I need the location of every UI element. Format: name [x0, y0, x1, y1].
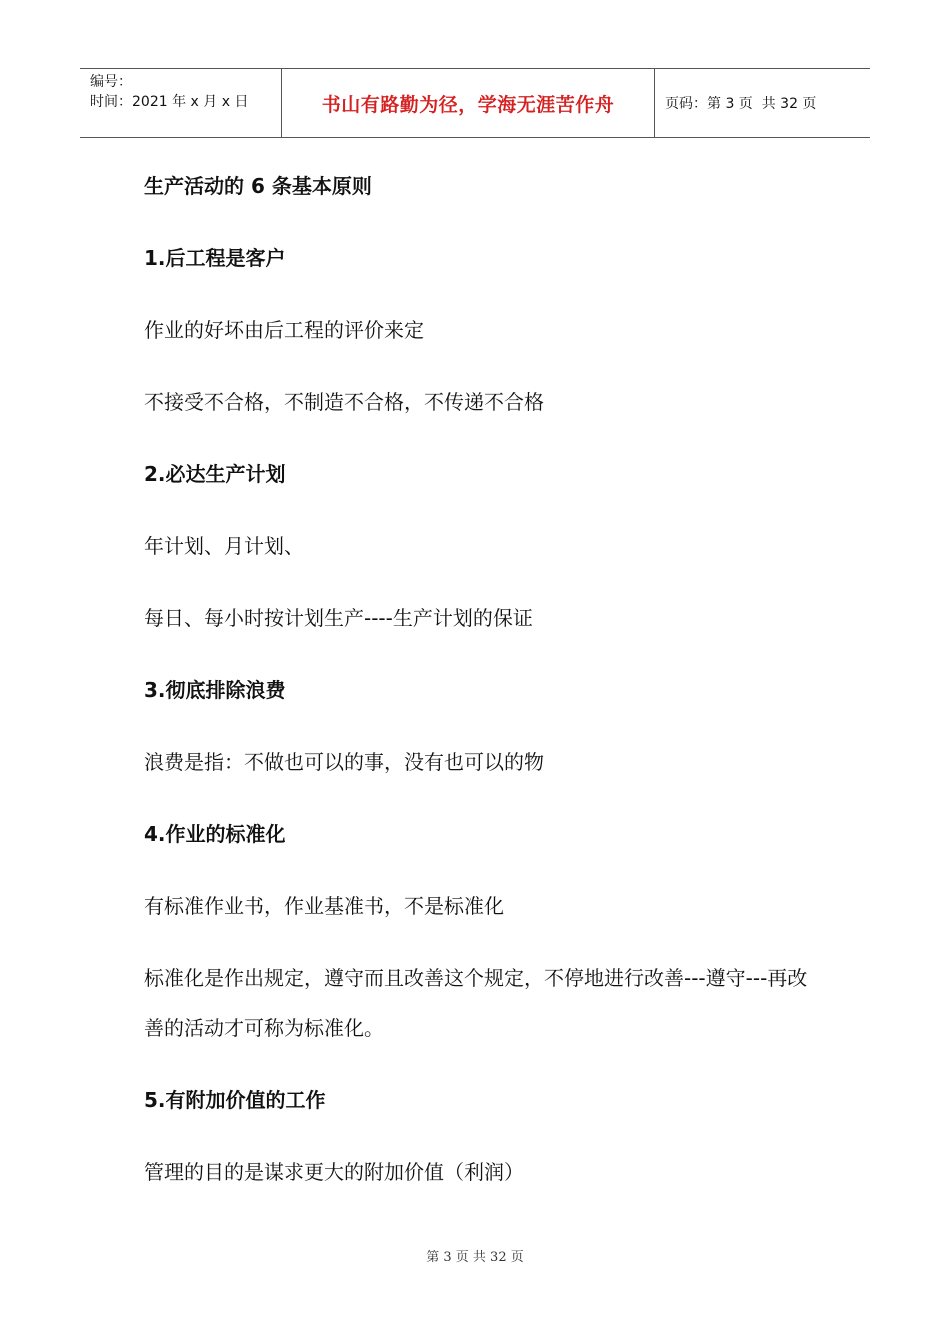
section-heading-4: 4.作业的标准化	[144, 822, 286, 846]
document-date: 时间：2021 年 x 月 x 日	[90, 94, 249, 110]
section-heading-3: 3.彻底排除浪费	[144, 678, 286, 702]
paragraph: 管理的目的是谋求更大的附加价值（利润）	[144, 1160, 524, 1184]
document-body	[144, 168, 814, 1226]
paragraph: 年计划、月计划、	[144, 534, 304, 558]
paragraph: 不接受不合格，不制造不合格，不传递不合格	[144, 390, 544, 414]
paragraph: 浪费是指：不做也可以的事，没有也可以的物	[144, 750, 544, 774]
page-header	[80, 68, 870, 138]
section-heading-1: 1.后工程是客户	[144, 246, 286, 270]
paragraph: 有标准作业书，作业基准书，不是标准化	[144, 894, 504, 918]
document-number: 编号：	[90, 74, 132, 90]
header-page-info: 页码：第 3 页 共 32 页	[665, 96, 817, 112]
page-footer: 第 3 页 共 32 页	[426, 1250, 524, 1265]
section-heading-5: 5.有附加价值的工作	[144, 1088, 326, 1112]
section-heading-2: 2.必达生产计划	[144, 462, 286, 486]
paragraph: 每日、每小时按计划生产----生产计划的保证	[144, 606, 533, 630]
header-motto: 书山有路勤为径，学海无涯苦作舟	[282, 69, 655, 137]
header-meta	[80, 69, 282, 137]
document-title: 生产活动的 6 条基本原则	[144, 174, 372, 198]
paragraph: 标准化是作出规定，遵守而且改善这个规定，不停地进行改善---遵守---再改善的活动才可称为标准化。	[144, 966, 808, 1040]
paragraph: 作业的好坏由后工程的评价来定	[144, 318, 424, 342]
